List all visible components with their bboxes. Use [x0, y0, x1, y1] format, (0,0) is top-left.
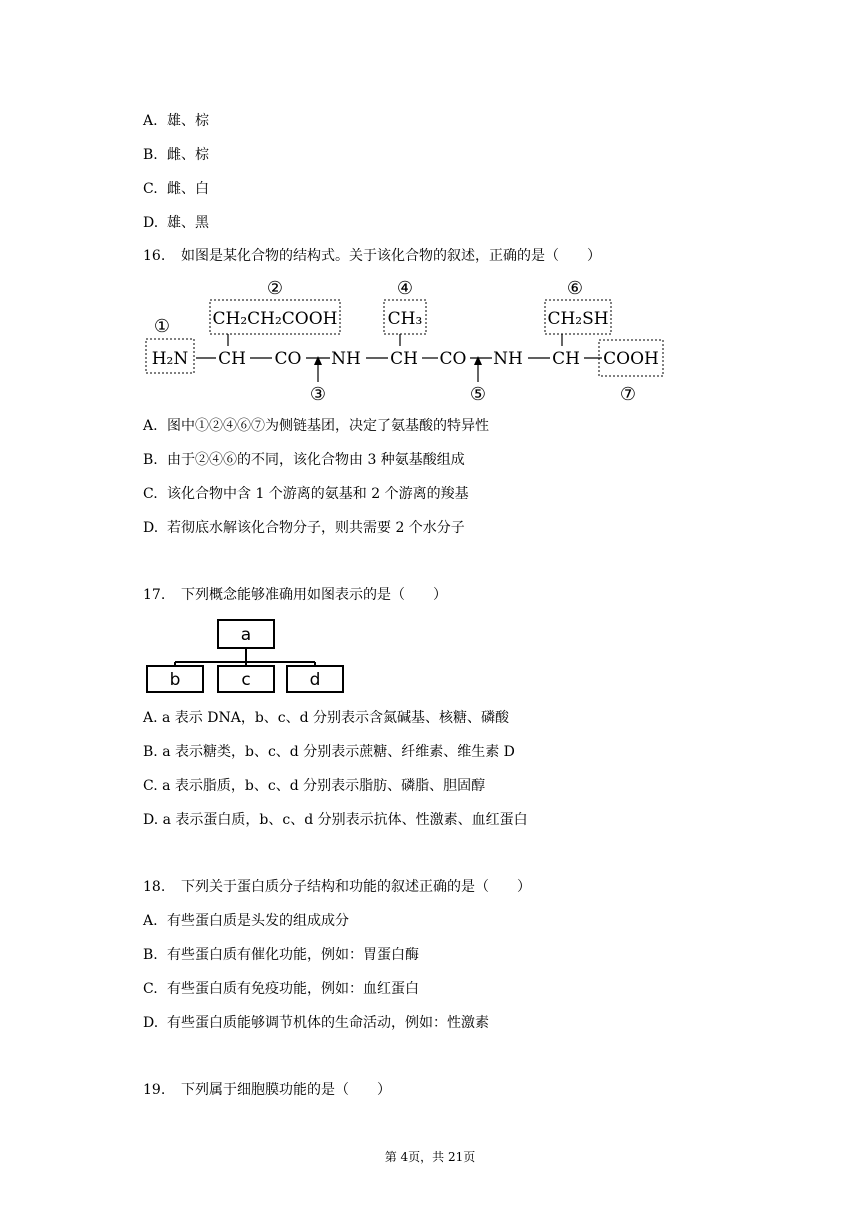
q17-option-a: A. a 表示 DNA，b、c、d 分别表示含氮碱基、核糖、磷酸 [143, 710, 510, 726]
label-3: ③ [309, 384, 327, 405]
q16-option-c: C. 该化合物中含 1 个游离的氨基和 2 个游离的羧基 [143, 486, 469, 502]
label-6: ⑥ [566, 278, 584, 299]
group-cooh: COOH [603, 349, 659, 369]
q17-stem: 17. 下列概念能够准确用如图表示的是（ ） [143, 587, 447, 603]
q17-option-c: C. a 表示脂质，b、c、d 分别表示脂肪、磷脂、胆固醇 [143, 778, 486, 794]
q16-option-b: B. 由于②④⑥的不同，该化合物由 3 种氨基酸组成 [143, 452, 465, 468]
group-r6: CH₂SH [547, 309, 609, 329]
group-co-2: CO [439, 349, 467, 369]
box-a-label: a [240, 625, 252, 645]
group-ch-1: CH [218, 349, 246, 369]
group-co-1: CO [274, 349, 302, 369]
label-1: ① [153, 316, 171, 337]
q16-structural-formula [140, 272, 680, 408]
q18-option-b: B. 有些蛋白质有催化功能，例如：胃蛋白酶 [143, 947, 419, 963]
box-d-label: d [309, 670, 321, 690]
label-7: ⑦ [619, 384, 637, 405]
q18-stem: 18. 下列关于蛋白质分子结构和功能的叙述正确的是（ ） [143, 879, 531, 895]
q17-option-d: D. a 表示蛋白质，b、c、d 分别表示抗体、性激素、血红蛋白 [143, 812, 528, 828]
q17-concept-diagram [143, 618, 349, 696]
q15-option-d: D. 雄、黑 [143, 215, 209, 231]
group-nh-2: NH [493, 349, 523, 369]
q18-option-a: A. 有些蛋白质是头发的组成成分 [143, 913, 349, 929]
q18-option-c: C. 有些蛋白质有免疫功能，例如：血红蛋白 [143, 981, 419, 997]
label-5: ⑤ [469, 384, 487, 405]
q19-stem: 19. 下列属于细胞膜功能的是（ ） [143, 1082, 391, 1098]
group-ch-2: CH [390, 349, 418, 369]
box-c-label: c [241, 670, 251, 690]
q18-option-d: D. 有些蛋白质能够调节机体的生命活动，例如：性激素 [143, 1015, 489, 1031]
box-b-label: b [169, 670, 181, 690]
q15-option-b: B. 雌、棕 [143, 147, 209, 163]
group-r2: CH₂CH₂COOH [212, 309, 338, 329]
label-4: ④ [396, 278, 414, 299]
q15-option-a: A. 雄、棕 [143, 113, 209, 129]
q15-option-c: C. 雌、白 [143, 181, 209, 197]
label-2: ② [266, 278, 284, 299]
group-r4: CH₃ [387, 309, 423, 329]
q17-option-b: B. a 表示糖类，b、c、d 分别表示蔗糖、纤维素、维生素 D [143, 744, 515, 760]
q16-option-a: A. 图中①②④⑥⑦为侧链基团，决定了氨基酸的特异性 [143, 418, 489, 434]
page-footer: 第 4页，共 21页 [384, 1150, 476, 1164]
q16-option-d: D. 若彻底水解该化合物分子，则共需要 2 个水分子 [143, 520, 465, 536]
group-nh-1: NH [331, 349, 361, 369]
q16-stem: 16. 如图是某化合物的结构式。关于该化合物的叙述，正确的是（ ） [143, 248, 601, 264]
group-ch-3: CH [552, 349, 580, 369]
group-nh2: H₂N [151, 349, 189, 369]
